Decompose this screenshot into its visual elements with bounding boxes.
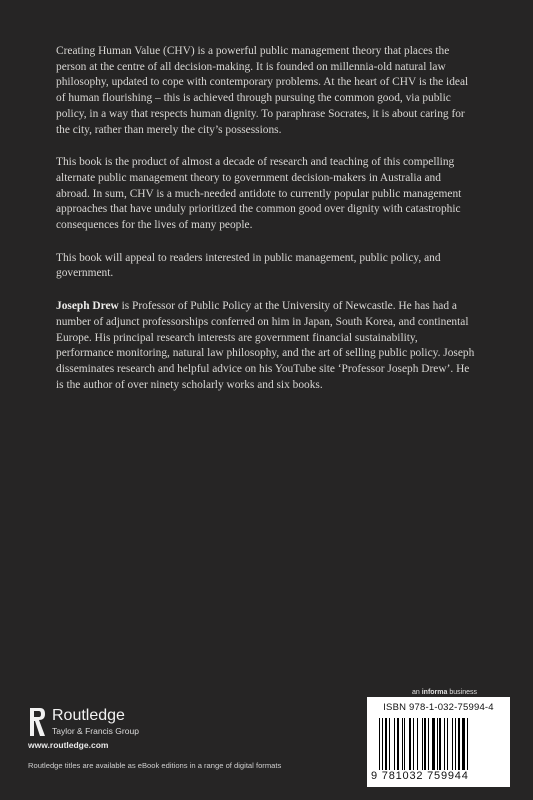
barcode-bar: [452, 718, 453, 770]
description-paragraph-2: This book is the product of almost a decade of research and teaching of this compelling alternate public management theory to government decision-makers in Australia and abroad. In sum, CHV is a much-needed antidote to currently popular public management approaches that have unduly prioritized the common good over dignity with catastrophic consequences for the lives of many people.: [56, 156, 462, 232]
ebook-note: Routledge titles are available as eBook editions in a range of digital formats: [28, 761, 282, 770]
isbn-barcode: [367, 697, 510, 787]
description-paragraph-3: This book will appeal to readers interested in public management, public policy, and government.: [56, 251, 441, 280]
author-bio: [56, 299, 476, 393]
barcode-bar: [422, 718, 423, 770]
barcode-bar: [417, 718, 418, 770]
barcode-bar: [404, 718, 405, 770]
publisher-url: www.routledge.com: [28, 740, 109, 750]
author-bio-text: is Professor of Public Policy at the University of Newcastle. He has had a number of adjunct professorships conferred on him in Japan, South Korea, and continental Europe. His principal research interests are government financial sustainability, performance monitoring, natural law philosophy, and the art of selling public policy. Joseph disseminates research and helpful advice on his YouTube site ‘Professor Joseph Drew’. He is the author of over ninety scholarly works and six books.: [56, 300, 475, 391]
publisher-logo: [28, 706, 139, 738]
routledge-logo-icon: [28, 706, 46, 738]
barcode-bar: [382, 718, 383, 770]
description-paragraph-1: Creating Human Value (CHV) is a powerful public management theory that places the person at the centre of all decision-making. It is founded on millennia-old natural law philosophy, updated to cope with contemporary problems. At the heart of CHV is the ideal of human flourishing – this is achieved through pursuing the common good, via public policy, in a way that respects human dignity. To paraphrase Socrates, it is about caring for the city, rather than merely the city’s possessions.: [56, 45, 469, 136]
author-name: Joseph Drew: [56, 300, 119, 313]
barcode-bar: [379, 718, 380, 770]
barcode-bar: [428, 718, 429, 770]
isbn-label: ISBN 978-1-032-75994-4: [383, 702, 494, 713]
barcode-bar: [467, 718, 468, 770]
barcode-bar: [447, 718, 448, 770]
barcode-bar: [409, 718, 411, 770]
barcode-bar: [389, 718, 390, 770]
informa-suffix: business: [447, 689, 477, 696]
barcode-digits: 9 781032 759944: [371, 770, 469, 782]
barcode-bar: [413, 718, 414, 770]
publisher-group: Taylor & Francis Group: [52, 726, 139, 736]
barcode-bar: [439, 718, 441, 770]
barcode-bar: [462, 718, 465, 770]
barcode-bar: [394, 718, 395, 770]
barcode-bar: [424, 718, 426, 770]
barcode-bar: [385, 718, 387, 770]
barcode-bar: [458, 718, 460, 770]
publisher-name: Routledge: [52, 707, 125, 724]
barcode-bar: [402, 718, 403, 770]
barcode-bar: [455, 718, 456, 770]
informa-prefix: an: [412, 689, 422, 696]
back-cover-description: [56, 44, 476, 410]
barcode-bar: [444, 718, 445, 770]
barcode-bar: [397, 718, 399, 770]
informa-tagline: [412, 689, 477, 696]
informa-brand: informa: [421, 689, 448, 696]
barcode-bars: [379, 718, 501, 770]
barcode-bar: [432, 718, 435, 770]
barcode-bar: [437, 718, 438, 770]
